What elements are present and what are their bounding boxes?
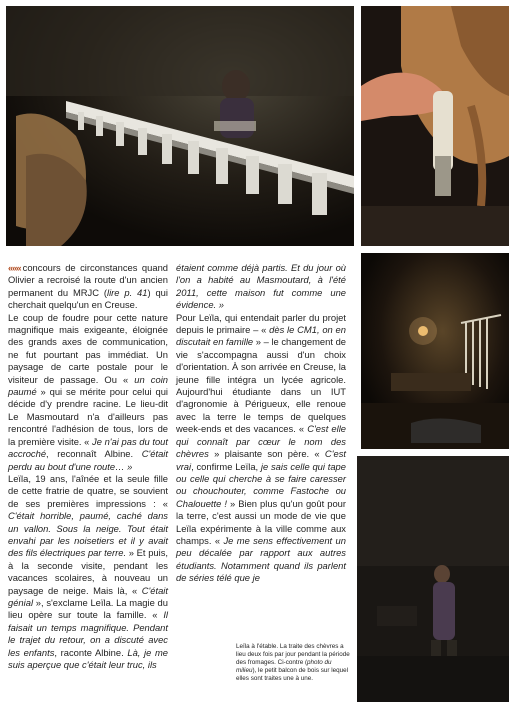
col1-para1-text: concours de circonstances quand Olivier a recroisé la route d'un ancien permanent du MRJC ( xyxy=(8,262,168,298)
col2-para2-quote4: je sais celle qui tape ou celle qui cherche à se faire caresser ou chouchouter, comme Fastoche ou Chalouette ! xyxy=(176,460,346,509)
col2-para2-b: » – le changement de vie s'accompagna aussi d'un choix d'orientation. À son arrivée en Creuse, la jeune fille intégra un lycée agricole. Aujourd'hui étudiante dans un IUT d'agronomie à Périgueux, elle renoue avec la terre le temps de quelques week-ends et des vacances. « xyxy=(176,336,346,435)
photo-caption xyxy=(236,643,352,683)
col2-para2-quote5: Je me sens effectivement un peu décalée par rapport aux autres étudiants. Notamment quand ils parlent de séries télé que je xyxy=(176,534,346,584)
col1-para3-quote3: Il faisait un temps magnifique. Pendant le trajet du retour, on a discuté avec les enfants xyxy=(8,609,168,658)
col2-para2-d: , confirme Leïla, xyxy=(191,460,261,472)
col1-para2-a: Le coup de foudre pour cette nature magnifique mais exigeante, éloignée des grands axes de communication, ne fut pourtant pas immédiat. Un paysage de carte postale pour le visiteur de passage. Ou « xyxy=(8,311,168,385)
continuation-marker: ««« xyxy=(8,262,21,273)
photo-barn-feeding-rail xyxy=(6,6,354,246)
col1-para2-quote2: Je n'ai pas du tout accroché xyxy=(8,435,168,460)
caption-text-b: ), le petit balcon de bois sur lequel elles sont traites une à une. xyxy=(236,667,349,682)
col2-para2-quote3: C'est vrai xyxy=(176,448,346,472)
photo-barn-feeding-rail-image xyxy=(6,6,354,246)
col2-para2-a: Pour Leïla, qui entendait parler du projet depuis le primaire – « xyxy=(176,311,346,336)
col1-para1-end: ) qui cherchait quelqu'un en Creuse. xyxy=(8,286,168,311)
photo-milking-closeup xyxy=(361,6,509,246)
col1-para3-b: » Et puis, à la seconde visite, pendant les vacances scolaires, à nouveau un paysage de neige. Mais là, « xyxy=(8,547,168,596)
col1-para2-c: , reconnaît Albine. xyxy=(46,448,142,460)
col2-para2-quote1: dès le CM1, on en discutait en famille xyxy=(176,324,346,348)
caption-ref: photo du milieu xyxy=(236,659,332,674)
col1-para1-ref: lire p. 41 xyxy=(107,286,148,298)
photo-leila-barn-image xyxy=(357,456,509,702)
col2-para2-quote2: C'est elle qui connaît par cœur le nom des chèvres xyxy=(176,423,347,460)
photo-wooden-balcony xyxy=(361,253,509,449)
col2-para2-e: » Bien plus qu'un goût pour la terre, c'est aussi un mode de vie que Leïla expérimente à la ville comme aux champs. « xyxy=(176,497,346,546)
col1-para3-quote4: Là, je me suis aperçue que c'était leur truc, ils xyxy=(8,646,169,670)
col1-para3-a: Leïla, 19 ans, l'aînée et la seule fille de cette fratrie de quatre, se souvient de ses premières impressions : « xyxy=(8,472,168,509)
col1-para3-quote2: C'était génial xyxy=(8,584,168,608)
col1-para3-c: », s'exclame Leïla. La magie du lieu opère sur toute la famille. « xyxy=(8,596,168,621)
col2-para1-quote: étaient comme déjà partis. Et du jour où l'on a habité au Masmoutard, à l'été 2011, cette maison fut comme une évidence. » xyxy=(176,262,346,311)
col2-para2-c: » plaisante son père. « xyxy=(208,448,325,460)
article-column-1 xyxy=(8,262,168,671)
photo-milking-closeup-image xyxy=(361,6,509,246)
col1-para3-d: , raconte Albine. xyxy=(54,646,128,658)
col1-para3-quote1: C'était horrible, paumé, caché dans un vallon. Sous la neige. Tout était envahi par les noisetiers et il y avait des fils électriques par terre. xyxy=(8,510,168,559)
caption-text-a: Leïla à l'étable. La traite des chèvres a lieu deux fois par jour pendant la période des fromages. Ci-contre ( xyxy=(236,643,350,666)
photo-leila-barn xyxy=(357,456,509,702)
col1-para2-quote3: C'était perdu au bout d'une route… » xyxy=(8,448,168,472)
col1-para2-b: » qui se mérite pour celui qui décide d'y prendre racine. Le lieu-dit Le Masmoutard n'a d'ailleurs pas rencontré l'adhésion de tous, lors de la première visite. « xyxy=(8,386,168,447)
article-column-2 xyxy=(176,262,346,585)
photo-wooden-balcony-image xyxy=(361,253,509,449)
col1-para2-quote1: un coin paumé xyxy=(8,373,169,398)
